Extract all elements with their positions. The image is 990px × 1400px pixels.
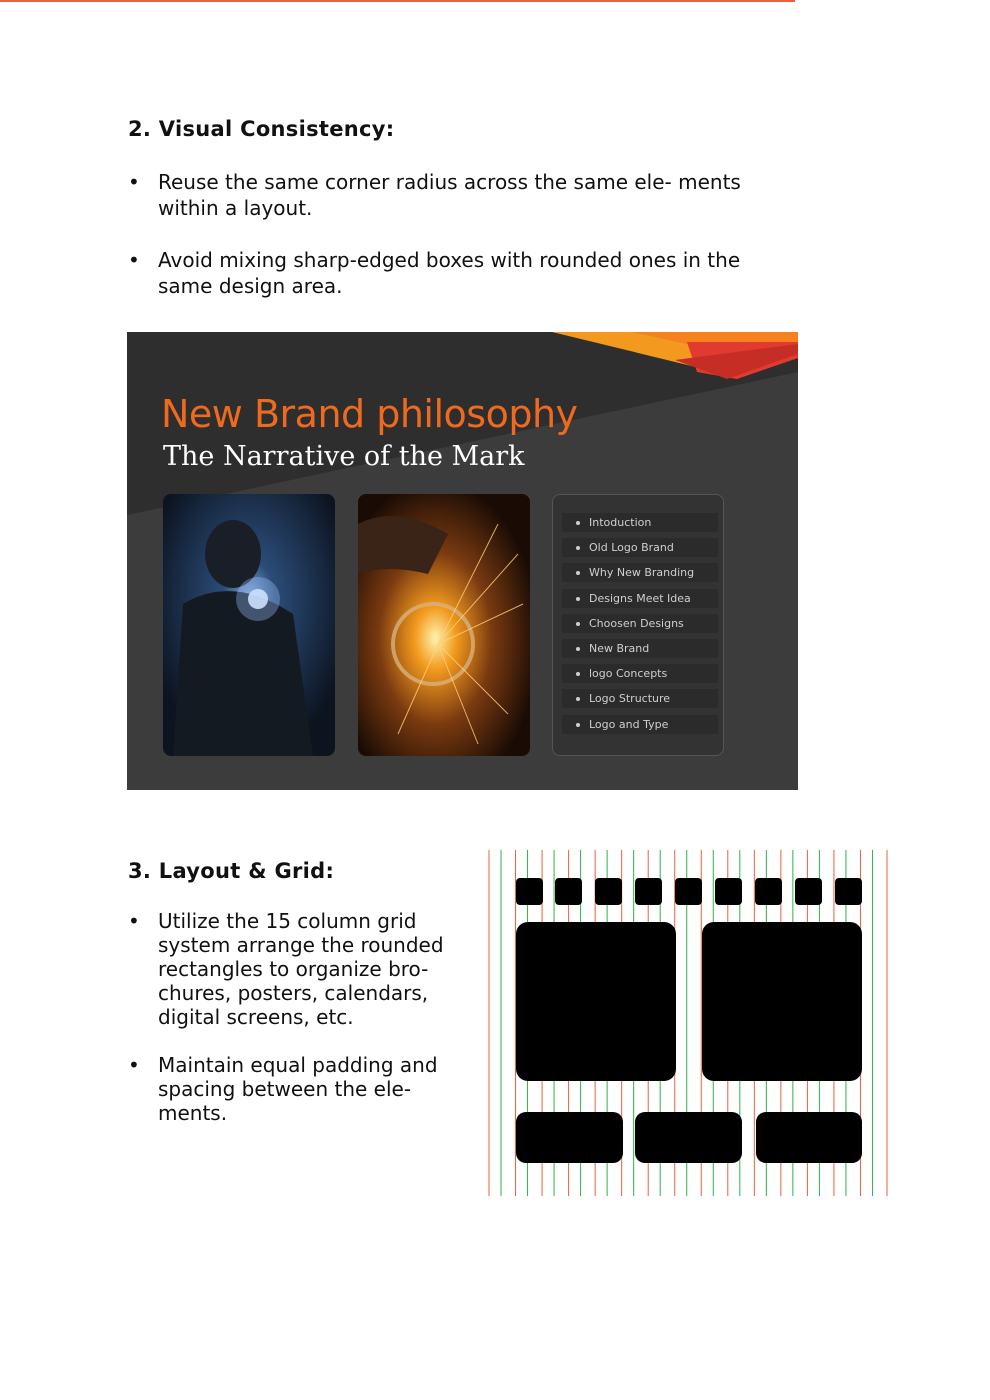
wide-rounded-block xyxy=(635,1112,742,1163)
toc-item: Logo and Type xyxy=(562,715,718,734)
toc-item: Logo Structure xyxy=(562,689,718,708)
toc-item: Why New Branding xyxy=(562,563,718,582)
section-3-heading: 3. Layout & Grid: xyxy=(128,859,335,883)
small-square-block xyxy=(795,878,822,905)
bullet-item: • Maintain equal padding and spacing between the ele- ments. xyxy=(128,1053,458,1125)
grinder-sparks-photo xyxy=(358,494,530,756)
toc-item: New Brand xyxy=(562,639,718,658)
small-square-block xyxy=(755,878,782,905)
slide-table-of-contents xyxy=(552,494,724,756)
slide-subtitle: The Narrative of the Mark xyxy=(163,441,525,472)
small-square-block xyxy=(595,878,622,905)
large-rounded-block xyxy=(702,922,862,1081)
wide-rounded-block xyxy=(756,1112,862,1163)
section-2-heading: 2. Visual Consistency: xyxy=(128,117,395,141)
bullet-item: • Utilize the 15 column grid system arrange the rounded rectangles to organize bro- chures, posters, calendars, digital screens, etc. xyxy=(128,909,458,1029)
small-square-block xyxy=(516,878,543,905)
toc-item: logo Concepts xyxy=(562,664,718,683)
grid-blocks xyxy=(516,878,862,1163)
toc-item: Choosen Designs xyxy=(562,614,718,633)
bullet-item: • Reuse the same corner radius across the same ele- ments within a layout. xyxy=(128,169,768,221)
toc-item: Designs Meet Idea xyxy=(562,589,718,608)
slide-title: New Brand philosophy xyxy=(161,392,578,436)
small-square-block xyxy=(635,878,662,905)
bullet-item: • Avoid mixing sharp-edged boxes with rounded ones in the same design area. xyxy=(128,247,768,299)
small-square-block xyxy=(555,878,582,905)
small-square-block xyxy=(715,878,742,905)
small-square-block xyxy=(835,878,862,905)
welder-photo xyxy=(163,494,335,756)
large-rounded-block xyxy=(516,922,676,1081)
brand-slide-illustration xyxy=(127,332,798,790)
wide-rounded-block xyxy=(516,1112,623,1163)
toc-item: Intoduction xyxy=(562,513,718,532)
small-square-block xyxy=(675,878,702,905)
toc-item: Old Logo Brand xyxy=(562,538,718,557)
section-2-bullet-list xyxy=(128,169,768,325)
section-3-bullet-list xyxy=(128,909,458,1151)
top-rule xyxy=(0,0,795,2)
column-grid-diagram xyxy=(486,850,890,1200)
